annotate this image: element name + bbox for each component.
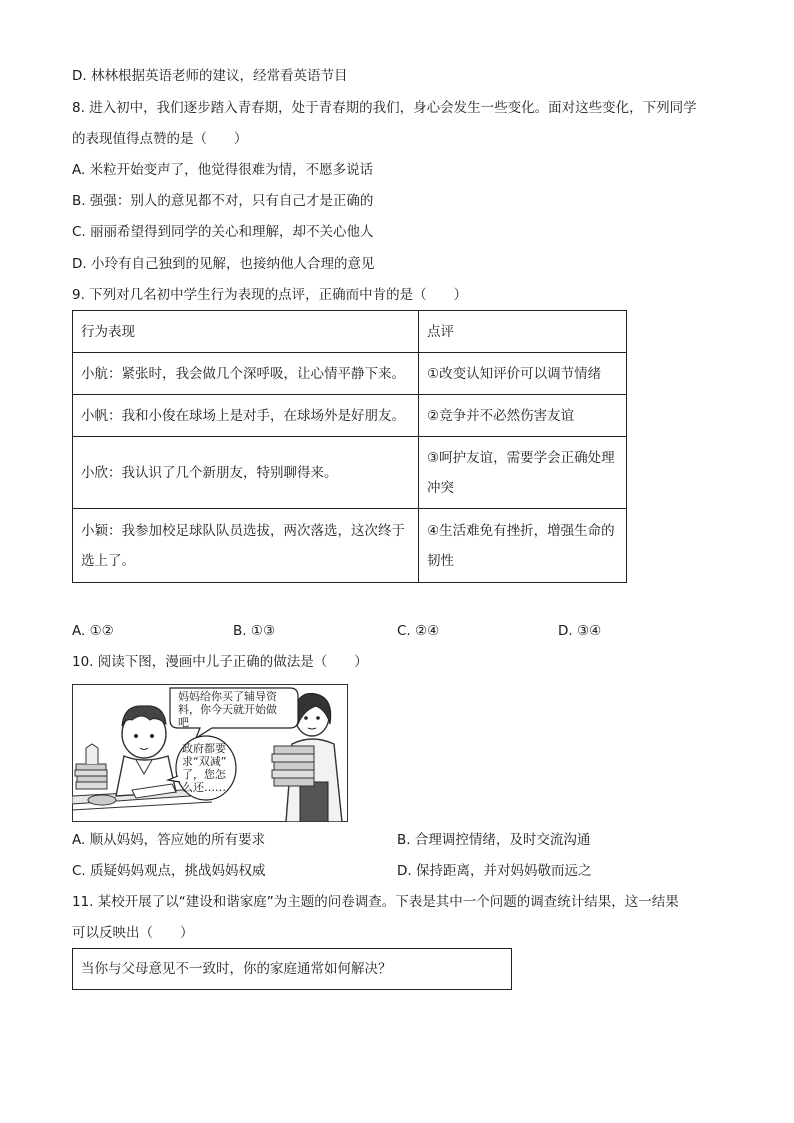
header-behavior: 行为表现 bbox=[73, 311, 419, 353]
cell-line: ①改变认知评价可以调节情绪 bbox=[427, 365, 602, 382]
q9-table bbox=[72, 310, 627, 583]
bubble-line: 料，你今天就开始做 bbox=[178, 703, 277, 716]
son-speech-bubble bbox=[182, 742, 226, 794]
table-row bbox=[73, 437, 627, 509]
mother-speech-bubble bbox=[178, 690, 277, 729]
cell-line: ②竞争并不必然伤害友谊 bbox=[427, 407, 575, 424]
bubble-line: 妈妈给你买了辅导资 bbox=[178, 690, 277, 703]
q8-option-b: B. 强强：别人的意见都不对，只有自己才是正确的 bbox=[72, 193, 374, 209]
cell-line: ④生活难免有挫折，增强生命的 bbox=[427, 522, 615, 539]
q10-option-c: C. 质疑妈妈观点，挑战妈妈权威 bbox=[72, 863, 266, 879]
q9-option-a: A. ①② bbox=[72, 623, 114, 639]
behavior-cell bbox=[73, 353, 419, 395]
header-comment: 点评 bbox=[419, 311, 627, 353]
bubble-line: 吧 bbox=[178, 716, 189, 729]
q10-option-a: A. 顺从妈妈，答应她的所有要求 bbox=[72, 832, 266, 848]
table-row bbox=[73, 353, 627, 395]
table-header-row bbox=[73, 311, 627, 353]
q9-stem: 9. 下列对几名初中学生行为表现的点评，正确而中肯的是（ ） bbox=[72, 287, 468, 303]
cell-line: 小欣：我认识了几个新朋友，特别聊得来。 bbox=[81, 464, 338, 481]
q8-stem-line2: 的表现值得点赞的是（ ） bbox=[72, 131, 248, 147]
q9-option-b: B. ①③ bbox=[233, 623, 276, 639]
q8-option-c: C. 丽丽希望得到同学的关心和理解，却不关心他人 bbox=[72, 224, 374, 240]
cell-line: 小航：紧张时，我会做几个深呼吸，让心情平静下来。 bbox=[81, 365, 405, 382]
cell-line: 小颖：我参加校足球队队员选拔，两次落选，这次终于 bbox=[81, 522, 405, 539]
comic-illustration bbox=[72, 684, 348, 822]
comment-cell bbox=[419, 509, 627, 583]
cell-line: 选上了。 bbox=[81, 552, 135, 569]
comment-cell bbox=[419, 437, 627, 509]
bubble-line: 么还…… bbox=[182, 781, 226, 794]
q8-option-d: D. 小玲有自己独到的见解，也接纳他人合理的意见 bbox=[72, 256, 375, 272]
behavior-cell bbox=[73, 509, 419, 583]
q10-stem: 10. 阅读下图，漫画中儿子正确的做法是（ ） bbox=[72, 654, 368, 670]
bubble-line: 了，您怎 bbox=[182, 768, 226, 781]
q10-option-b: B. 合理调控情绪，及时交流沟通 bbox=[397, 832, 591, 848]
cell-line: 韧性 bbox=[427, 552, 454, 569]
cell-line: ③呵护友谊，需要学会正确处理 bbox=[427, 449, 615, 466]
q9-option-d: D. ③④ bbox=[558, 623, 602, 639]
q10-option-d: D. 保持距离，并对妈妈敬而远之 bbox=[397, 863, 592, 879]
bubble-line: 求“双减” bbox=[182, 755, 227, 768]
bubble-line: 政府都要 bbox=[182, 742, 226, 755]
cell-line: 冲突 bbox=[427, 479, 454, 496]
table-row bbox=[73, 395, 627, 437]
q7-option-d: D. 林林根据英语老师的建议，经常看英语节目 bbox=[72, 68, 348, 84]
comment-cell bbox=[419, 353, 627, 395]
table-row bbox=[73, 509, 627, 583]
behavior-cell bbox=[73, 437, 419, 509]
cell-line: 小帆：我和小俊在球场上是对手，在球场外是好朋友。 bbox=[81, 407, 405, 424]
q9-option-c: C. ②④ bbox=[397, 623, 440, 639]
comment-cell bbox=[419, 395, 627, 437]
q11-stem-line1: 11. 某校开展了以“建设和谐家庭”为主题的问卷调查。下表是其中一个问题的调查统计结果，这一结果 bbox=[72, 894, 679, 910]
q11-survey-question-box bbox=[72, 948, 512, 990]
q8-stem-line1: 8. 进入初中，我们逐步踏入青春期，处于青春期的我们，身心会发生一些变化。面对这些变化，下列同学 bbox=[72, 100, 697, 116]
q8-option-a: A. 米粒开始变声了，他觉得很难为情，不愿多说话 bbox=[72, 162, 374, 178]
survey-question: 当你与父母意见不一致时，你的家庭通常如何解决？ bbox=[81, 961, 392, 977]
behavior-cell bbox=[73, 395, 419, 437]
q11-stem-line2: 可以反映出（ ） bbox=[72, 925, 194, 941]
